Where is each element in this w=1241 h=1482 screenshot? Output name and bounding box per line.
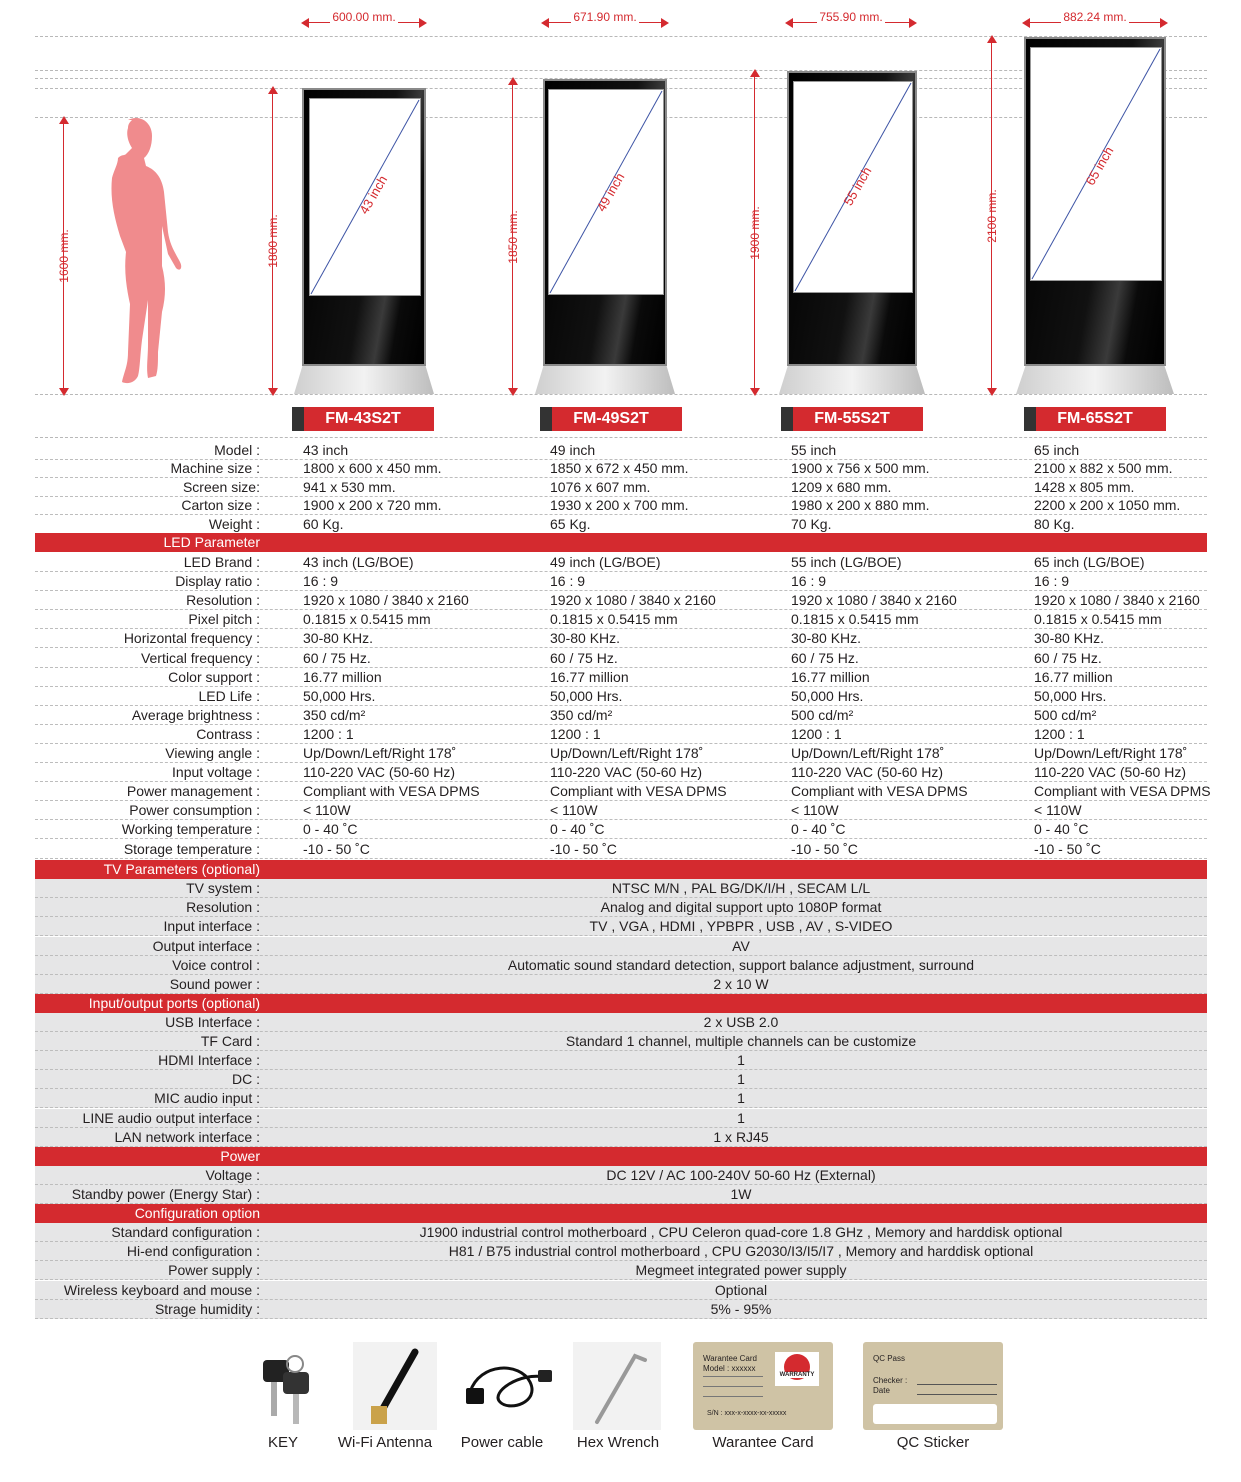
spec-row	[35, 1089, 1207, 1108]
warranty-card: Warantee Card Model : xxxxxx WARRANTY S/N : xxx-x-xxxx-xx-xxxxx	[693, 1342, 833, 1430]
width-dimension-65: 882.24 mm.	[1024, 10, 1166, 30]
key-icon	[243, 1342, 323, 1430]
spec-value: NTSC M/N , PAL BG/DK/I/H , SECAM L/L	[611, 880, 871, 896]
spec-value: 1900 x 756 x 500 mm.	[791, 460, 930, 477]
section-io-ports: Input/output ports (optional)	[35, 994, 1207, 1013]
spec-value: -10 - 50 ˚C	[303, 840, 370, 857]
acc-label-hex-wrench: Hex Wrench	[576, 1434, 660, 1451]
spec-row	[35, 610, 1207, 629]
spec-value: 1800 x 600 x 450 mm.	[303, 460, 442, 477]
spec-value: -10 - 50 ˚C	[550, 840, 617, 857]
spec-value: 60 / 75 Hz.	[791, 649, 859, 666]
spec-value: 16.77 million	[1034, 668, 1113, 685]
spec-label: Display ratio :	[175, 573, 260, 590]
height-dimension-49: 1850 mm.	[503, 79, 523, 394]
person-height-dimension: 1600 mm.	[54, 118, 74, 394]
spec-value: 2100 x 882 x 500 mm.	[1034, 460, 1173, 477]
diagonal-65	[1030, 47, 1162, 281]
spec-value: Megmeet integrated power supply	[635, 1262, 847, 1279]
spec-row	[35, 687, 1207, 706]
antenna-icon	[353, 1342, 437, 1430]
acc-label-warranty-card: Warantee Card	[712, 1434, 814, 1451]
person-silhouette	[88, 116, 190, 396]
spec-value: 110-220 VAC (50-60 Hz)	[550, 764, 702, 781]
width-dimension-43: 600.00 mm.	[303, 10, 425, 30]
spec-label: Average brightness :	[131, 706, 260, 723]
spec-label: LED Brand :	[183, 554, 260, 570]
spec-row	[35, 553, 1207, 572]
spec-row	[35, 801, 1207, 820]
spec-value: 43 inch (LG/BOE)	[303, 554, 414, 570]
spec-value: 1900 x 200 x 720 mm.	[303, 497, 442, 514]
spec-value: 80 Kg.	[1034, 515, 1075, 532]
spec-value: Compliant with VESA DPMS	[550, 783, 727, 800]
spec-label: Pixel pitch :	[188, 611, 260, 628]
model-tag-49: FM-49S2T	[540, 407, 682, 431]
spec-value: J1900 industrial control motherboard , CPU Celeron quad-core 1.8 GHz , Memory and harddisk optional	[419, 1224, 1063, 1240]
spec-value: 1980 x 200 x 880 mm.	[791, 497, 930, 514]
spec-value: H81 / B75 industrial control motherboard , CPU G2030/I3/I5/I7 , Memory and harddisk optional	[448, 1243, 1034, 1260]
spec-row	[35, 591, 1207, 610]
spec-label: Screen size:	[182, 478, 260, 495]
spec-label: Power management :	[126, 783, 260, 800]
spec-row	[35, 1109, 1207, 1128]
qc-sticker: QC Pass Checker : Date	[863, 1342, 1003, 1430]
spec-value: 1920 x 1080 / 3840 x 2160	[791, 592, 957, 609]
spec-value: 0.1815 x 0.5415 mm	[550, 611, 678, 628]
spec-value: -10 - 50 ˚C	[1034, 840, 1101, 857]
spec-value: 50,000 Hrs.	[303, 687, 376, 704]
spec-value: 500 cd/m²	[791, 706, 854, 723]
spec-value: 1	[737, 1052, 745, 1069]
spec-label: MIC audio input :	[154, 1090, 260, 1107]
spec-label: Horizontal frequency :	[123, 630, 260, 647]
spec-row	[35, 898, 1207, 917]
spec-label: TF Card :	[200, 1033, 260, 1050]
kiosk-49	[543, 79, 667, 394]
spec-value: 1	[737, 1071, 745, 1088]
model-tag-43: FM-43S2T	[292, 407, 434, 431]
svg-text:43 inch: 43 inch	[356, 172, 391, 217]
section-led-parameter: LED Parameter	[35, 533, 1207, 552]
spec-row	[35, 649, 1207, 668]
spec-label: LAN network interface :	[114, 1128, 260, 1145]
spec-value: Compliant with VESA DPMS	[791, 783, 968, 800]
spec-value: 1930 x 200 x 700 mm.	[550, 497, 689, 514]
width-dimension-49: 671.90 mm.	[543, 10, 667, 30]
spec-value: 30-80 KHz.	[1034, 630, 1105, 647]
spec-value: 1920 x 1080 / 3840 x 2160	[1034, 592, 1200, 609]
spec-label: DC :	[232, 1071, 260, 1088]
section-power: Power	[35, 1147, 1207, 1166]
spec-row	[35, 515, 1207, 534]
spec-row	[35, 1013, 1207, 1032]
spec-label: Input voltage :	[172, 764, 260, 781]
spec-value: 60 / 75 Hz.	[550, 649, 618, 666]
spec-row	[35, 441, 1207, 460]
spec-value: 16 : 9	[550, 573, 586, 590]
spec-value: 350 cd/m²	[303, 706, 366, 723]
spec-value: 50,000 Hrs.	[1034, 687, 1107, 704]
diagonal-43	[309, 98, 421, 296]
acc-label-power-cable: Power cable	[460, 1434, 544, 1451]
spec-value: 70 Kg.	[791, 515, 832, 532]
spec-value: 941 x 530 mm.	[303, 478, 396, 495]
spec-row	[35, 1185, 1207, 1204]
spec-value: 350 cd/m²	[550, 706, 613, 723]
spec-value: Optional	[714, 1281, 768, 1298]
spec-row	[35, 763, 1207, 782]
spec-value: 1W	[730, 1186, 752, 1202]
spec-value: 55 inch (LG/BOE)	[791, 554, 902, 570]
model-tag-65: FM-65S2T	[1024, 407, 1166, 431]
spec-value: 1920 x 1080 / 3840 x 2160	[550, 592, 716, 609]
spec-label: Voice control :	[172, 956, 260, 973]
spec-value: 0 - 40 ˚C	[791, 821, 846, 838]
spec-value: -10 - 50 ˚C	[791, 840, 858, 857]
kiosk-43	[302, 88, 426, 394]
spec-value: Compliant with VESA DPMS	[1034, 783, 1211, 800]
wifi-antenna-image	[353, 1342, 437, 1430]
spec-row	[35, 937, 1207, 956]
section-tv-parameters: TV Parameters (optional)	[35, 860, 1207, 879]
spec-row	[35, 1032, 1207, 1051]
spec-value: Up/Down/Left/Right 178˚	[791, 745, 945, 761]
power-cable-image	[460, 1342, 556, 1430]
spec-label: Standard configuration :	[111, 1224, 260, 1240]
spec-label: Machine size :	[170, 460, 260, 477]
spec-value: 110-220 VAC (50-60 Hz)	[303, 764, 455, 781]
spec-row	[35, 1051, 1207, 1070]
spec-value: 49 inch (LG/BOE)	[550, 554, 661, 570]
spec-value: 1	[737, 1109, 745, 1126]
spec-value: 2200 x 200 x 1050 mm.	[1034, 497, 1181, 514]
spec-value: 0 - 40 ˚C	[550, 821, 605, 838]
spec-row	[35, 1070, 1207, 1089]
section-configuration: Configuration option	[35, 1204, 1207, 1223]
spec-value: < 110W	[1034, 802, 1082, 819]
spec-value: 2 x 10 W	[713, 976, 769, 992]
spec-row	[35, 917, 1207, 936]
svg-text:49 inch: 49 inch	[593, 170, 628, 215]
spec-value: DC 12V / AC 100-240V 50-60 Hz (External)	[606, 1167, 876, 1183]
svg-text:55 inch: 55 inch	[840, 164, 875, 209]
height-dimension-43: 1800 mm.	[263, 88, 283, 394]
spec-label: LINE audio output interface :	[82, 1109, 260, 1126]
spec-row	[35, 1166, 1207, 1185]
spec-label: Contrass :	[196, 725, 260, 742]
spec-label: Color support :	[168, 668, 260, 685]
spec-value: Standard 1 channel, multiple channels can be customize	[565, 1033, 917, 1050]
spec-row	[35, 1300, 1207, 1319]
spec-label: Weight :	[208, 515, 260, 532]
spec-value: 50,000 Hrs.	[550, 687, 623, 704]
spec-value: 43 inch	[303, 442, 349, 458]
spec-row	[35, 975, 1207, 994]
model-tag-55: FM-55S2T	[781, 407, 923, 431]
spec-row	[35, 1128, 1207, 1147]
spec-label: TV system :	[186, 880, 260, 896]
height-dimension-65: 2100 mm.	[982, 37, 1002, 394]
spec-value: Up/Down/Left/Right 178˚	[1034, 745, 1188, 761]
spec-value: 65 inch (LG/BOE)	[1034, 554, 1145, 570]
spec-row	[35, 956, 1207, 975]
spec-row	[35, 840, 1207, 859]
spec-row	[35, 478, 1207, 497]
spec-label: HDMI Interface :	[158, 1052, 260, 1069]
spec-value: 16.77 million	[550, 668, 629, 685]
spec-label: Voltage :	[205, 1167, 260, 1183]
kiosk-65	[1024, 37, 1166, 394]
spec-value: 110-220 VAC (50-60 Hz)	[791, 764, 943, 781]
acc-label-key: KEY	[267, 1434, 298, 1451]
acc-label-qc-sticker: QC Sticker	[896, 1434, 970, 1451]
spec-value: 16 : 9	[303, 573, 339, 590]
spec-value: TV , VGA , HDMI , YPBPR , USB , AV , S-VIDEO	[589, 918, 893, 935]
spec-label: Working temperature :	[121, 821, 260, 838]
spec-value: Automatic sound standard detection, support balance adjustment, surround	[507, 956, 975, 973]
spec-row	[35, 820, 1207, 839]
spec-row	[35, 668, 1207, 687]
spec-value: 16 : 9	[1034, 573, 1070, 590]
spec-label: Output interface :	[152, 937, 260, 954]
spec-label: Strage humidity :	[154, 1300, 260, 1317]
key-image	[243, 1342, 323, 1430]
spec-value: 30-80 KHz.	[791, 630, 862, 647]
spec-value: 1428 x 805 mm.	[1034, 478, 1135, 495]
spec-value: 1200 : 1	[550, 725, 601, 742]
spec-value: 65 Kg.	[550, 515, 591, 532]
spec-row	[35, 744, 1207, 763]
spec-value: 16.77 million	[791, 668, 870, 685]
spec-value: 1200 : 1	[1034, 725, 1085, 742]
spec-label: Viewing angle :	[165, 745, 260, 761]
spec-row	[35, 629, 1207, 648]
spec-label: Model :	[214, 442, 260, 458]
spec-value: 1209 x 680 mm.	[791, 478, 892, 495]
spec-row	[35, 459, 1207, 478]
acc-label-wifi-antenna: Wi-Fi Antenna	[337, 1434, 433, 1451]
spec-row	[35, 879, 1207, 898]
spec-value: Analog and digital support upto 1080P format	[600, 899, 882, 916]
spec-row	[35, 706, 1207, 725]
spec-row	[35, 1242, 1207, 1261]
spec-row	[35, 1261, 1207, 1280]
height-dimension-55: 1900 mm.	[745, 71, 765, 394]
spec-row	[35, 572, 1207, 591]
spec-label: Sound power :	[169, 976, 260, 992]
spec-value: < 110W	[791, 802, 839, 819]
spec-value: 55 inch	[791, 442, 837, 458]
spec-value: 1850 x 672 x 450 mm.	[550, 460, 689, 477]
spec-value: Compliant with VESA DPMS	[303, 783, 480, 800]
spec-label: Carton size :	[181, 497, 260, 514]
diagonal-55	[793, 81, 913, 293]
spec-value: 0 - 40 ˚C	[1034, 821, 1089, 838]
power-cable-icon	[460, 1342, 556, 1430]
warranty-badge: WARRANTY	[775, 1352, 819, 1386]
spec-value: 16.77 million	[303, 668, 382, 685]
spec-label: Standby power (Energy Star) :	[71, 1186, 260, 1202]
spec-value: 49 inch	[550, 442, 596, 458]
spec-value: 1	[737, 1090, 745, 1107]
spec-row	[35, 782, 1211, 801]
spec-value: 60 Kg.	[303, 515, 344, 532]
spec-label: Resolution :	[186, 592, 260, 609]
spec-label: Wireless keyboard and mouse :	[63, 1281, 260, 1298]
spec-value: AV	[732, 937, 750, 954]
spec-value: 30-80 KHz.	[303, 630, 374, 647]
spec-value: 60 / 75 Hz.	[303, 649, 371, 666]
spec-value: 0 - 40 ˚C	[303, 821, 358, 838]
spec-row	[35, 1281, 1207, 1300]
spec-value: 0.1815 x 0.5415 mm	[1034, 611, 1162, 628]
width-dimension-55: 755.90 mm.	[787, 10, 915, 30]
spec-value: 30-80 KHz.	[550, 630, 621, 647]
spec-value: Up/Down/Left/Right 178˚	[550, 745, 704, 761]
diagonal-49	[548, 89, 664, 295]
spec-row	[35, 496, 1207, 515]
spec-value: < 110W	[550, 802, 598, 819]
spec-value: 1200 : 1	[791, 725, 842, 742]
spec-label: Storage temperature :	[123, 840, 260, 857]
spec-value: 50,000 Hrs.	[791, 687, 864, 704]
kiosk-55	[787, 71, 917, 394]
spec-label: Power supply :	[168, 1262, 260, 1279]
spec-label: LED Life :	[198, 687, 260, 704]
spec-value: Up/Down/Left/Right 178˚	[303, 745, 457, 761]
spec-value: 16 : 9	[791, 573, 827, 590]
spec-value: < 110W	[303, 802, 351, 819]
spec-label: Input interface :	[163, 918, 260, 935]
spec-value: 1 x RJ45	[713, 1128, 769, 1145]
hex-wrench-icon	[573, 1342, 661, 1430]
spec-value: 0.1815 x 0.5415 mm	[303, 611, 431, 628]
spec-value: 2 x USB 2.0	[703, 1014, 779, 1030]
hex-wrench-image	[573, 1342, 661, 1430]
spec-label: Resolution :	[186, 899, 260, 916]
spec-value: 110-220 VAC (50-60 Hz)	[1034, 764, 1186, 781]
spec-label: Hi-end configuration :	[126, 1243, 260, 1260]
spec-row	[35, 725, 1207, 744]
spec-value: 1076 x 607 mm.	[550, 478, 651, 495]
spec-value: 500 cd/m²	[1034, 706, 1097, 723]
spec-value: 5% - 95%	[710, 1300, 772, 1317]
spec-value: 60 / 75 Hz.	[1034, 649, 1102, 666]
spec-label: Power consumption :	[129, 802, 260, 819]
svg-text:65 inch: 65 inch	[1082, 144, 1117, 188]
spec-value: 1200 : 1	[303, 725, 354, 742]
spec-label: USB Interface :	[165, 1014, 260, 1030]
spec-value: 1920 x 1080 / 3840 x 2160	[303, 592, 469, 609]
spec-value: 0.1815 x 0.5415 mm	[791, 611, 919, 628]
spec-row	[35, 1223, 1207, 1242]
spec-label: Vertical frequency :	[140, 649, 260, 666]
spec-value: 65 inch	[1034, 442, 1080, 458]
